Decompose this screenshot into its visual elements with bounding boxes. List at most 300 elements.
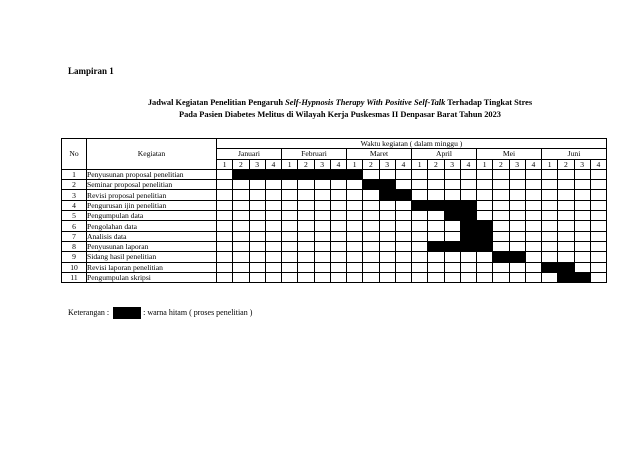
week-header: 3 <box>314 159 330 169</box>
week-cell <box>525 200 541 210</box>
activity-cell: Seminar proposal penelitian <box>87 180 217 190</box>
week-header: 3 <box>574 159 590 169</box>
row-number: 2 <box>62 180 87 190</box>
week-cell <box>509 221 525 231</box>
week-cell <box>347 241 363 251</box>
week-cell <box>330 262 346 272</box>
row-number: 8 <box>62 241 87 251</box>
week-cell <box>444 221 460 231</box>
week-cell <box>330 221 346 231</box>
week-cell <box>525 272 541 282</box>
week-cell <box>509 180 525 190</box>
week-cell <box>282 262 298 272</box>
week-cell <box>444 252 460 262</box>
week-cell <box>233 231 249 241</box>
week-cell <box>314 262 330 272</box>
header-row-time <box>62 139 607 149</box>
table-row <box>62 180 607 190</box>
week-cell <box>233 272 249 282</box>
week-cell <box>265 200 281 210</box>
table-row <box>62 231 607 241</box>
week-cell <box>509 211 525 221</box>
week-cell <box>412 180 428 190</box>
week-cell <box>493 169 509 179</box>
active-week-cell <box>249 169 265 179</box>
week-cell <box>525 180 541 190</box>
week-cell <box>574 211 590 221</box>
week-cell <box>249 272 265 282</box>
month-header: Juni <box>542 149 607 159</box>
week-cell <box>509 241 525 251</box>
week-cell <box>493 241 509 251</box>
activity-cell: Pengolahan data <box>87 221 217 231</box>
week-cell <box>558 211 574 221</box>
week-cell <box>412 190 428 200</box>
week-cell <box>590 211 606 221</box>
week-cell <box>444 272 460 282</box>
week-cell <box>542 200 558 210</box>
week-cell <box>428 262 444 272</box>
week-cell <box>509 231 525 241</box>
week-cell <box>330 231 346 241</box>
week-cell <box>379 200 395 210</box>
row-number: 1 <box>62 169 87 179</box>
title-line-2: Pada Pasien Diabetes Melitus di Wilayah Kerja Puskesmas II Denpasar Barat Tahun 2023 <box>178 110 501 119</box>
active-week-cell <box>542 262 558 272</box>
row-number: 11 <box>62 272 87 282</box>
week-cell <box>493 231 509 241</box>
week-cell <box>363 169 379 179</box>
week-cell <box>525 169 541 179</box>
week-cell <box>542 272 558 282</box>
week-cell <box>395 262 411 272</box>
week-cell <box>347 211 363 221</box>
week-cell <box>542 180 558 190</box>
week-cell <box>379 241 395 251</box>
week-cell <box>282 211 298 221</box>
week-cell <box>265 241 281 251</box>
week-cell <box>249 252 265 262</box>
week-cell <box>330 190 346 200</box>
week-cell <box>314 221 330 231</box>
week-cell <box>590 200 606 210</box>
active-week-cell <box>477 231 493 241</box>
week-cell <box>412 211 428 221</box>
week-cell <box>298 180 314 190</box>
week-cell <box>509 190 525 200</box>
week-cell <box>282 221 298 231</box>
month-header: April <box>412 149 477 159</box>
week-header: 4 <box>590 159 606 169</box>
week-cell <box>217 221 233 231</box>
active-week-cell <box>444 211 460 221</box>
week-cell <box>217 241 233 251</box>
week-cell <box>428 190 444 200</box>
week-cell <box>314 272 330 282</box>
week-cell <box>347 262 363 272</box>
table-row <box>62 200 607 210</box>
week-cell <box>217 252 233 262</box>
week-header: 3 <box>379 159 395 169</box>
week-cell <box>314 241 330 251</box>
week-cell <box>282 200 298 210</box>
activity-cell: Penyusunan laporan <box>87 241 217 251</box>
month-header: Mei <box>477 149 542 159</box>
week-cell <box>574 241 590 251</box>
table-row <box>62 252 607 262</box>
week-cell <box>542 241 558 251</box>
month-header: Januari <box>217 149 282 159</box>
active-week-cell <box>412 200 428 210</box>
week-cell <box>379 231 395 241</box>
week-cell <box>217 231 233 241</box>
table-row <box>62 211 607 221</box>
week-cell <box>590 262 606 272</box>
week-cell <box>314 211 330 221</box>
week-cell <box>379 272 395 282</box>
week-cell <box>525 262 541 272</box>
week-cell <box>363 221 379 231</box>
active-week-cell <box>558 272 574 282</box>
week-cell <box>412 231 428 241</box>
week-cell <box>347 200 363 210</box>
week-cell <box>347 252 363 262</box>
week-cell <box>412 252 428 262</box>
week-cell <box>330 211 346 221</box>
active-week-cell <box>460 211 476 221</box>
week-cell <box>379 252 395 262</box>
active-week-cell <box>379 190 395 200</box>
week-cell <box>379 221 395 231</box>
week-cell <box>249 180 265 190</box>
week-cell <box>282 252 298 262</box>
week-cell <box>395 272 411 282</box>
week-cell <box>590 231 606 241</box>
week-cell <box>477 180 493 190</box>
week-cell <box>509 262 525 272</box>
schedule-table <box>61 138 607 283</box>
week-cell <box>444 190 460 200</box>
row-number: 3 <box>62 190 87 200</box>
week-cell <box>460 272 476 282</box>
week-cell <box>395 211 411 221</box>
week-cell <box>428 272 444 282</box>
week-cell <box>298 221 314 231</box>
week-cell <box>542 221 558 231</box>
week-cell <box>590 169 606 179</box>
week-cell <box>233 252 249 262</box>
week-header: 1 <box>217 159 233 169</box>
week-cell <box>314 180 330 190</box>
month-header: Maret <box>347 149 412 159</box>
week-cell <box>265 272 281 282</box>
week-cell <box>509 200 525 210</box>
week-cell <box>395 241 411 251</box>
week-cell <box>233 211 249 221</box>
row-number: 4 <box>62 200 87 210</box>
week-cell <box>217 262 233 272</box>
title-suffix: Terhadap Tingkat Stres <box>445 98 533 107</box>
week-cell <box>590 241 606 251</box>
active-week-cell <box>574 272 590 282</box>
week-cell <box>428 211 444 221</box>
attachment-label: Lampiran 1 <box>68 66 114 76</box>
row-number: 9 <box>62 252 87 262</box>
week-cell <box>298 190 314 200</box>
table-row <box>62 241 607 251</box>
week-header: 4 <box>395 159 411 169</box>
week-cell <box>525 190 541 200</box>
week-cell <box>477 169 493 179</box>
week-cell <box>590 252 606 262</box>
week-cell <box>493 190 509 200</box>
active-week-cell <box>347 169 363 179</box>
week-cell <box>330 180 346 190</box>
week-cell <box>574 169 590 179</box>
week-cell <box>444 262 460 272</box>
week-cell <box>558 190 574 200</box>
week-cell <box>363 200 379 210</box>
week-cell <box>330 241 346 251</box>
week-cell <box>233 190 249 200</box>
week-cell <box>558 252 574 262</box>
week-cell <box>412 221 428 231</box>
week-cell <box>395 180 411 190</box>
week-cell <box>477 190 493 200</box>
week-cell <box>525 252 541 262</box>
week-cell <box>265 211 281 221</box>
active-week-cell <box>428 200 444 210</box>
week-cell <box>525 231 541 241</box>
week-cell <box>233 262 249 272</box>
active-week-cell <box>558 262 574 272</box>
week-cell <box>558 231 574 241</box>
active-week-cell <box>509 252 525 262</box>
week-cell <box>249 211 265 221</box>
week-cell <box>363 231 379 241</box>
week-cell <box>477 200 493 210</box>
week-cell <box>347 231 363 241</box>
month-header: Februari <box>282 149 347 159</box>
week-cell <box>314 252 330 262</box>
week-cell <box>574 262 590 272</box>
week-cell <box>412 169 428 179</box>
row-number: 10 <box>62 262 87 272</box>
active-week-cell <box>395 190 411 200</box>
week-cell <box>428 221 444 231</box>
week-cell <box>265 252 281 262</box>
activity-cell: Revisi proposal penelitian <box>87 190 217 200</box>
active-week-cell <box>477 241 493 251</box>
week-cell <box>428 231 444 241</box>
table-row <box>62 262 607 272</box>
week-cell <box>330 252 346 262</box>
week-cell <box>412 272 428 282</box>
week-cell <box>298 231 314 241</box>
week-header: 2 <box>233 159 249 169</box>
week-header: 4 <box>265 159 281 169</box>
week-header: 2 <box>493 159 509 169</box>
active-week-cell <box>460 221 476 231</box>
week-header: 4 <box>330 159 346 169</box>
week-cell <box>249 190 265 200</box>
week-header: 3 <box>444 159 460 169</box>
week-cell <box>493 200 509 210</box>
week-cell <box>395 221 411 231</box>
activity-cell: Analisis data <box>87 231 217 241</box>
week-cell <box>444 169 460 179</box>
title-prefix: Jadwal Kegiatan Penelitian Pengaruh <box>147 98 286 107</box>
week-header: 1 <box>542 159 558 169</box>
week-cell <box>265 231 281 241</box>
week-cell <box>525 241 541 251</box>
active-week-cell <box>460 231 476 241</box>
activity-cell: Sidang hasil penelitian <box>87 252 217 262</box>
week-header: 1 <box>412 159 428 169</box>
week-cell <box>265 262 281 272</box>
week-cell <box>282 231 298 241</box>
week-cell <box>428 252 444 262</box>
title-line-1 <box>60 97 620 109</box>
week-cell <box>493 180 509 190</box>
active-week-cell <box>363 180 379 190</box>
week-cell <box>542 231 558 241</box>
week-cell <box>217 211 233 221</box>
week-cell <box>493 272 509 282</box>
table-row <box>62 169 607 179</box>
week-cell <box>249 231 265 241</box>
active-week-cell <box>444 200 460 210</box>
week-cell <box>249 221 265 231</box>
week-cell <box>347 180 363 190</box>
week-cell <box>265 190 281 200</box>
week-cell <box>379 211 395 221</box>
week-cell <box>542 190 558 200</box>
table-row <box>62 221 607 231</box>
active-week-cell <box>477 221 493 231</box>
week-cell <box>542 169 558 179</box>
week-cell <box>574 221 590 231</box>
week-cell <box>493 262 509 272</box>
row-number: 7 <box>62 231 87 241</box>
week-cell <box>379 169 395 179</box>
week-cell <box>558 241 574 251</box>
week-header: 3 <box>249 159 265 169</box>
week-cell <box>298 272 314 282</box>
week-cell <box>395 231 411 241</box>
week-cell <box>363 241 379 251</box>
week-cell <box>265 180 281 190</box>
week-cell <box>363 211 379 221</box>
week-cell <box>379 262 395 272</box>
active-week-cell <box>233 169 249 179</box>
week-cell <box>217 272 233 282</box>
active-week-cell <box>265 169 281 179</box>
week-cell <box>282 180 298 190</box>
week-cell <box>412 241 428 251</box>
week-header: 4 <box>460 159 476 169</box>
week-cell <box>314 231 330 241</box>
week-cell <box>558 200 574 210</box>
week-cell <box>298 262 314 272</box>
week-cell <box>444 231 460 241</box>
week-cell <box>558 221 574 231</box>
week-cell <box>249 200 265 210</box>
active-week-cell <box>460 241 476 251</box>
activity-cell: Pengurusan ijin penelitian <box>87 200 217 210</box>
week-header: 2 <box>428 159 444 169</box>
week-cell <box>363 190 379 200</box>
no-header: No <box>62 139 87 170</box>
week-cell <box>477 272 493 282</box>
week-cell <box>509 169 525 179</box>
week-cell <box>298 200 314 210</box>
week-cell <box>363 262 379 272</box>
active-week-cell <box>493 252 509 262</box>
active-week-cell <box>460 200 476 210</box>
row-number: 5 <box>62 211 87 221</box>
week-cell <box>477 211 493 221</box>
week-cell <box>298 211 314 221</box>
week-cell <box>590 221 606 231</box>
week-cell <box>542 252 558 262</box>
week-cell <box>477 262 493 272</box>
week-cell <box>395 200 411 210</box>
week-cell <box>493 211 509 221</box>
legend-prefix: Keterangan : <box>68 308 110 318</box>
week-cell <box>265 221 281 231</box>
week-cell <box>233 180 249 190</box>
week-cell <box>460 252 476 262</box>
week-cell <box>282 272 298 282</box>
week-cell <box>574 200 590 210</box>
week-header: 1 <box>347 159 363 169</box>
week-cell <box>395 252 411 262</box>
table-row <box>62 190 607 200</box>
week-cell <box>298 241 314 251</box>
week-cell <box>590 272 606 282</box>
activity-cell: Pengumpulan skripsi <box>87 272 217 282</box>
week-cell <box>558 180 574 190</box>
week-cell <box>217 180 233 190</box>
week-cell <box>363 272 379 282</box>
week-header: 1 <box>477 159 493 169</box>
week-cell <box>330 272 346 282</box>
week-cell <box>525 211 541 221</box>
active-week-cell <box>428 241 444 251</box>
week-cell <box>363 252 379 262</box>
week-cell <box>574 231 590 241</box>
activity-header: Kegiatan <box>87 139 217 170</box>
week-cell <box>574 190 590 200</box>
week-cell <box>460 169 476 179</box>
week-cell <box>282 190 298 200</box>
week-cell <box>233 221 249 231</box>
week-cell <box>444 180 460 190</box>
week-cell <box>298 252 314 262</box>
week-cell <box>330 200 346 210</box>
week-cell <box>347 221 363 231</box>
table-row <box>62 272 607 282</box>
week-cell <box>542 211 558 221</box>
week-cell <box>249 262 265 272</box>
week-cell <box>395 169 411 179</box>
week-cell <box>477 252 493 262</box>
week-cell <box>347 190 363 200</box>
week-cell <box>590 190 606 200</box>
week-header: 2 <box>363 159 379 169</box>
week-cell <box>249 241 265 251</box>
